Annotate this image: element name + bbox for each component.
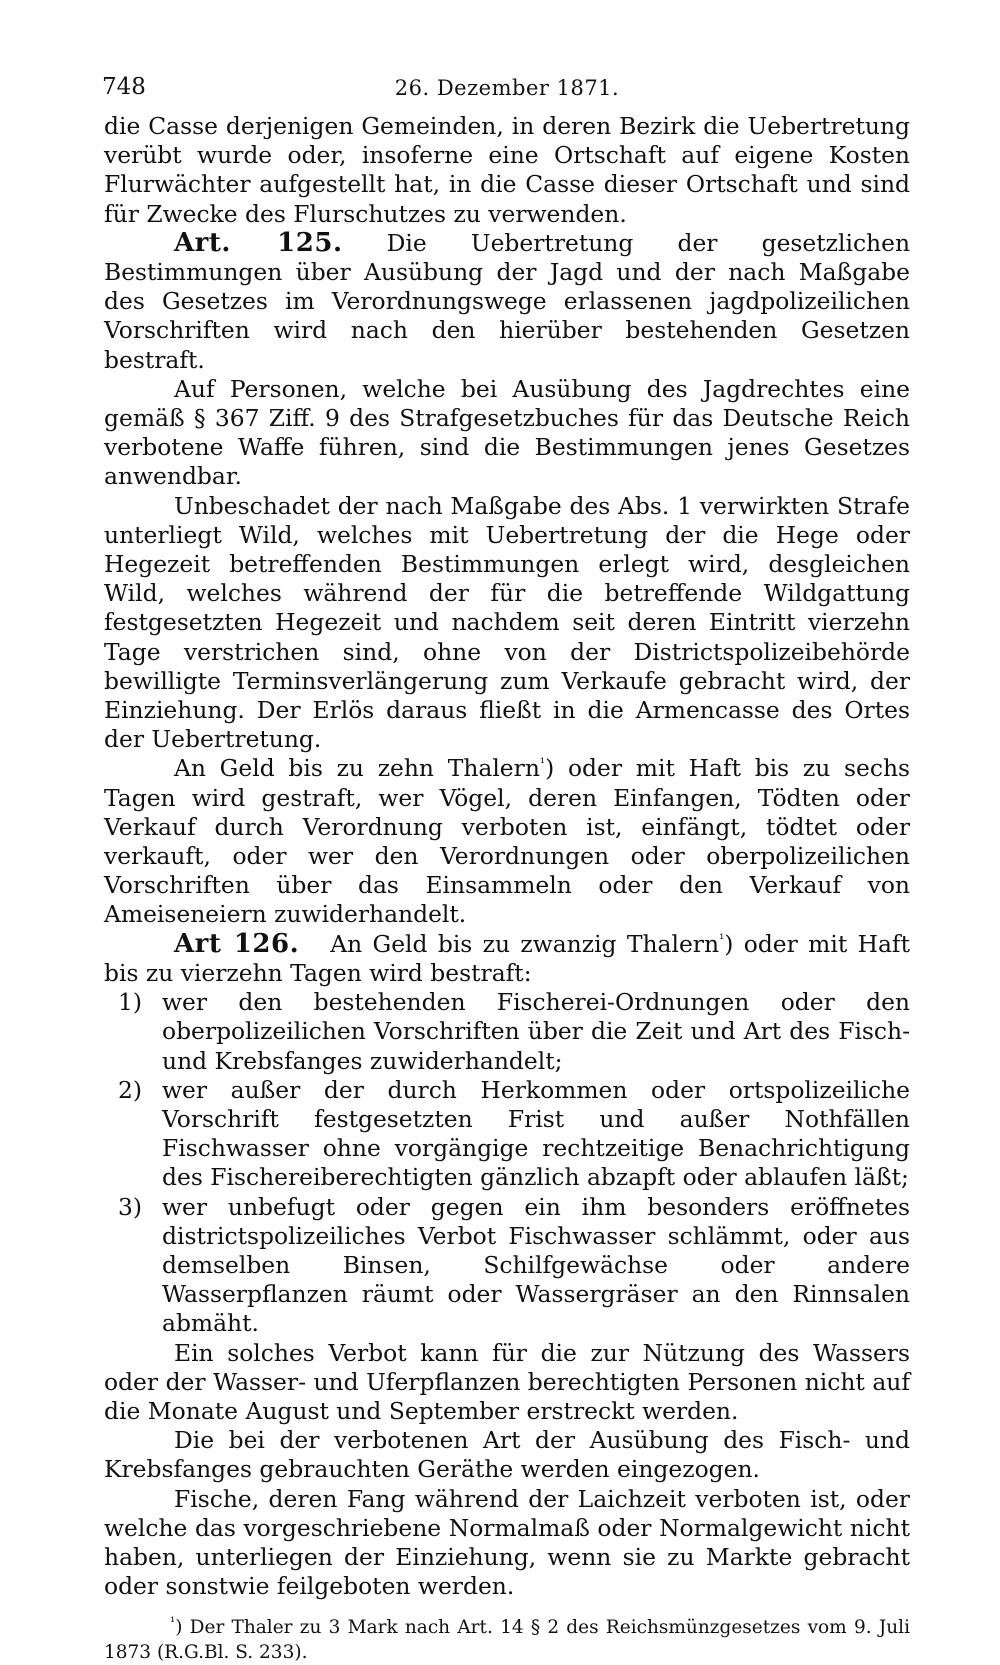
document-body bbox=[104, 112, 910, 1601]
paragraph-continuation: die Casse derjenigen Gemeinden, in deren Bezirk die Uebertretung verübt wurde oder, insoferne eine Ortschaft auf eigene Kosten Flurwächter aufgestellt hat, in die Casse dieser Ortschaft und sind für Zwecke des Flurschutzes zu verwenden. bbox=[104, 112, 910, 228]
article-126-text-a: An Geld bis zu zwanzig Thalern bbox=[330, 929, 720, 958]
footnote-marker: ¹ bbox=[170, 1615, 176, 1631]
list-item-number: 2) bbox=[118, 1075, 143, 1104]
footnote-ref: ¹ bbox=[539, 756, 546, 772]
paragraph-equipment: Die bei der verbotenen Art der Ausübung des Fisch- und Krebsfanges gebrauchten Geräthe werden eingezogen. bbox=[104, 1426, 910, 1484]
list-item-number: 3) bbox=[118, 1192, 143, 1221]
offense-list bbox=[104, 988, 910, 1338]
paragraph-birds bbox=[104, 754, 910, 929]
list-item-text: wer den bestehenden Fischerei-Ordnungen oder den oberpolizeilichen Vorschriften über die Zeit und Art des Fisch- und Krebsfanges zuwiderhandelt; bbox=[162, 988, 910, 1075]
list-item bbox=[104, 1193, 910, 1339]
paragraph-weapons: Auf Personen, welche bei Ausübung des Jagdrechtes eine gemäß § 367 Ziff. 9 des Strafgesetzbuches für das Deutsche Reich verbotene Waffe führen, sind die Bestimmungen jenes Gesetzes anwendbar. bbox=[104, 374, 910, 491]
article-126-label: Art 126. bbox=[174, 928, 300, 959]
list-item bbox=[104, 1076, 910, 1193]
article-125-text: Die Uebertretung der gesetzlichen Bestimmungen über Ausübung der Jagd und der nach Maßgabe des Gesetzes im Verordnungswege erlassenen jagdpolizeilichen Vorschriften wird nach den hierüber bestehenden Gesetzen bestraft. bbox=[104, 228, 911, 374]
paragraph-game-confiscation: Unbeschadet der nach Maßgabe des Abs. 1 verwirkten Strafe unterliegt Wild, welches mit Uebertretung der die Hege oder Hegezeit betreffenden Bestimmungen erlegt wird, desgleichen Wild, welches während der für die betreffende Wildgattung festgesetzten Hegezeit und nachdem seit deren Eintritt vierzehn Tage verstrichen sind, ohne von der Districtspolizeibehörde bewilligte Terminsverlängerung zum Verkaufe gebracht wird, der Einziehung. Der Erlös daraus fließt in die Armencasse des Ortes der Uebertretung. bbox=[104, 491, 910, 754]
paragraph-prohibition: Ein solches Verbot kann für die zur Nützung des Wassers oder der Wasser- und Uferpflanzen berechtigten Personen nicht auf die Monate August und September erstreckt werden. bbox=[104, 1338, 910, 1425]
article-126-text-b: ) oder mit Haft bis zu vierzehn Tagen wird bestraft: bbox=[104, 929, 910, 987]
page-header bbox=[104, 60, 910, 112]
footnote-text: ) Der Thaler zu 3 Mark nach Art. 14 § 2 des Reichsmünzgesetzes vom 9. Juli 1873 (R.G.Bl. S. 233). bbox=[104, 1617, 910, 1664]
page-date: 26. Dezember 1871. bbox=[394, 76, 620, 100]
document-page bbox=[102, 60, 911, 1664]
page-number: 748 bbox=[102, 74, 146, 100]
footnote bbox=[104, 1615, 910, 1665]
list-item bbox=[104, 988, 910, 1076]
list-item-number: 1) bbox=[118, 988, 143, 1017]
paragraph-birds-b: ) oder mit Haft bis zu sechs Tagen wird gestraft, wer Vögel, deren Einfangen, Tödten oder Verkauf durch Verordnung verboten ist, einfängt, tödtet oder verkauft, oder wer den Verordnungen oder oberpolizeilichen Vorschriften über das Einsammeln oder den Verkauf von Ameiseneiern zuwiderhandelt. bbox=[104, 754, 911, 929]
list-item-text: wer außer der durch Herkommen oder ortspolizeiliche Vorschrift festgesetzten Frist und außer Nothfällen Fischwasser ohne vorgängige rechtzeitige Benachrichtigung des Fischereiberechtigten gänzlich abzapft oder ablaufen läßt; bbox=[162, 1075, 910, 1192]
paragraph-birds-a: An Geld bis zu zehn Thalern bbox=[174, 754, 540, 783]
article-126-paragraph bbox=[104, 930, 910, 988]
article-125-paragraph bbox=[104, 229, 910, 375]
footnote-ref: ¹ bbox=[719, 931, 725, 947]
list-item-text: wer unbefugt oder gegen ein ihm besonders eröffnetes districtspolizeiliches Verbot Fischwasser schlämmt, oder aus demselben Binsen, Schilfgewächse oder andere Wasserpflanzen räumt oder Wassergräser an den Rinnsalen abmäht. bbox=[162, 1192, 910, 1338]
paragraph-fish: Fische, deren Fang während der Laichzeit verboten ist, oder welche das vorgeschriebene Normalmaß oder Normalgewicht nicht haben, unterliegen der Einziehung, wenn sie zu Markte gebracht oder sonstwie feilgeboten werden. bbox=[104, 1484, 910, 1601]
article-125-label: Art. 125. bbox=[174, 227, 343, 258]
